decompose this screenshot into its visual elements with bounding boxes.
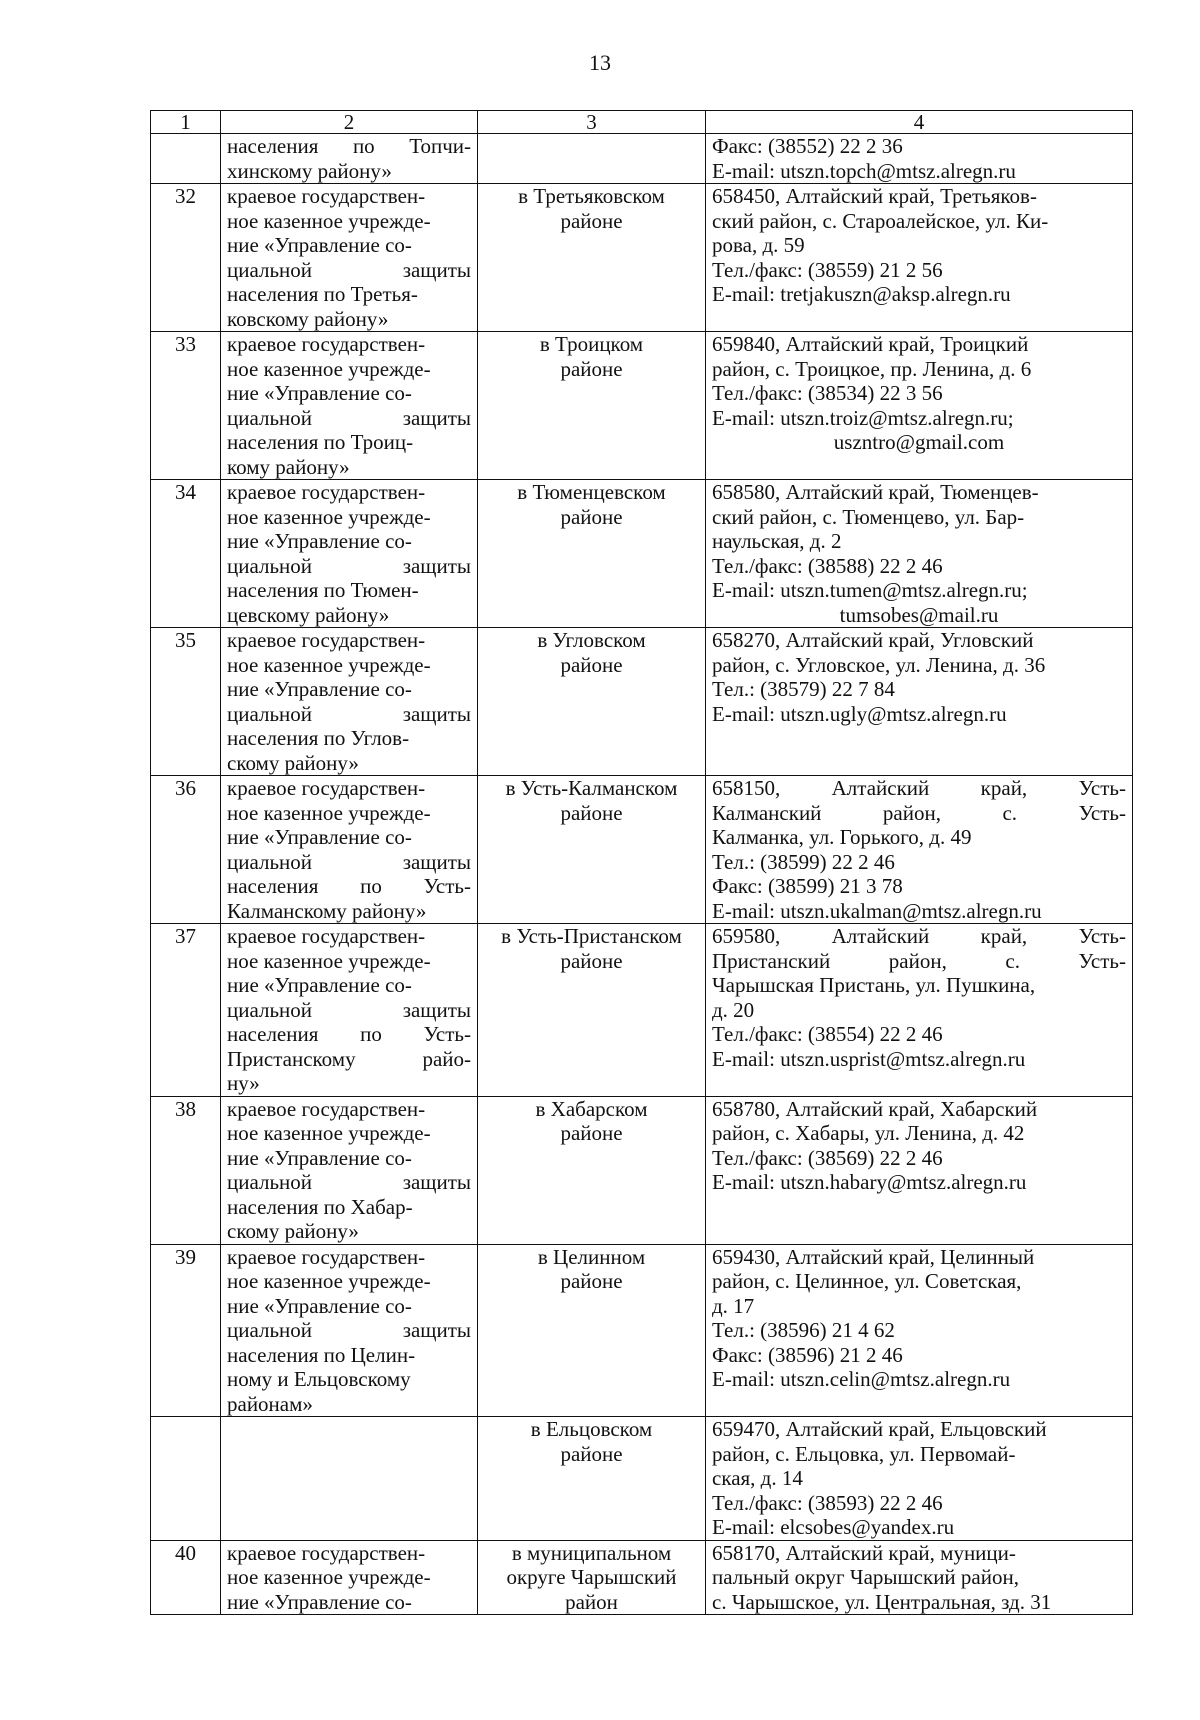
district-cell: [478, 134, 706, 184]
district-cell: [478, 480, 706, 628]
district-line: в Целинном: [537, 1244, 646, 1269]
organization-cell: [221, 924, 478, 1097]
word: Алтайский: [831, 776, 930, 800]
district-line: районе: [560, 504, 623, 529]
organization-cell: [221, 1540, 478, 1615]
org-line: [227, 1318, 471, 1343]
word: циальной: [227, 405, 313, 430]
address-line: E-mail: utszn.celin@mtsz.alregn.ru: [712, 1367, 1011, 1391]
address-line: Тел./факс: (38554) 22 2 46: [712, 1022, 943, 1046]
address-line: Калманка, ул. Горького, д. 49: [712, 825, 972, 849]
org-line: населения по Углов-: [227, 726, 410, 750]
table-row: [151, 134, 1133, 184]
address-line: ский район, с. Староалейское, ул. Ки-: [712, 208, 1049, 233]
address-line: д. 17: [712, 1293, 755, 1318]
table-row: [151, 924, 1133, 1097]
row-number: 34: [151, 480, 221, 628]
district-line: в Усть-Калманском: [505, 776, 678, 800]
word: с.: [1002, 800, 1018, 825]
organization-cell: [221, 628, 478, 776]
org-line: ние «Управление со-: [227, 1293, 412, 1318]
district-line: в Ельцовском: [530, 1417, 653, 1441]
word: населения: [227, 134, 319, 158]
header-col-1: 1: [151, 111, 221, 134]
address-cell: [706, 1417, 1133, 1541]
address-line: Факс: (38599) 21 3 78: [712, 874, 903, 898]
org-line: населения по Тюмен-: [227, 578, 419, 602]
org-line: краевое государствен-: [227, 776, 426, 800]
district-line: в Троицком: [539, 332, 644, 356]
district-line: в Третьяковском: [518, 184, 665, 208]
org-line: [227, 554, 471, 579]
address-line: 659470, Алтайский край, Ельцовский: [712, 1417, 1047, 1441]
address-line: E-mail: utszn.ukalman@mtsz.alregn.ru: [712, 898, 1042, 923]
table-row: [151, 1540, 1133, 1615]
word: населения: [227, 874, 319, 898]
word: Калманский: [712, 800, 822, 825]
word: защиты: [402, 405, 471, 430]
district-line: район: [565, 1589, 618, 1614]
row-number: 40: [151, 1540, 221, 1615]
org-line: населения по Целин-: [227, 1342, 416, 1367]
address-line: [712, 924, 1126, 949]
word: защиты: [402, 849, 471, 874]
org-line: ние «Управление со-: [227, 973, 412, 997]
address-line: рова, д. 59: [712, 233, 805, 257]
org-line: ное казенное учрежде-: [227, 1121, 431, 1145]
row-number: 33: [151, 332, 221, 480]
word: Усть-: [1078, 924, 1126, 948]
address-cell: [706, 628, 1133, 776]
org-line: ние «Управление со-: [227, 529, 412, 553]
word: защиты: [402, 1318, 471, 1342]
org-line: [227, 406, 471, 431]
address-line: Тел./факс: (38559) 21 2 56: [712, 257, 943, 282]
address-line: Факс: (38552) 22 2 36: [712, 134, 903, 158]
organization-cell: [221, 134, 478, 184]
district-line: районе: [560, 800, 623, 825]
address-cell: [706, 480, 1133, 628]
address-line: 658780, Алтайский край, Хабарский: [712, 1096, 1038, 1121]
org-line: ному и Ельцовскому: [227, 1367, 411, 1391]
org-line: скому району»: [227, 750, 359, 775]
address-line: район, с. Целинное, ул. Советская,: [712, 1269, 1022, 1293]
address-cell: [706, 1540, 1133, 1615]
word: циальной: [227, 849, 313, 874]
address-line: E-mail: utszn.habary@mtsz.alregn.ru: [712, 1170, 1027, 1194]
address-line: 659840, Алтайский край, Троицкий: [712, 332, 1029, 356]
org-line: краевое государствен-: [227, 1540, 426, 1565]
address-cell: [706, 924, 1133, 1097]
org-line: ное казенное учрежде-: [227, 800, 431, 825]
district-cell: [478, 332, 706, 480]
district-cell: [478, 1096, 706, 1244]
district-cell: [478, 184, 706, 332]
word: район,: [888, 948, 947, 973]
address-line: E-mail: utszn.tumen@mtsz.alregn.ru;: [712, 578, 1028, 602]
word: по: [360, 874, 382, 898]
district-line: в Угловском: [537, 628, 646, 652]
address-line: Тел./факс: (38593) 22 2 46: [712, 1490, 943, 1515]
org-line: краевое государствен-: [227, 924, 426, 948]
org-line: районам»: [227, 1391, 313, 1416]
word: 658150,: [712, 776, 781, 800]
table-row: [151, 1417, 1133, 1541]
org-line: ное казенное учрежде-: [227, 504, 431, 529]
district-line: в Усть-Пристанском: [501, 924, 682, 948]
address-line: Факс: (38596) 21 2 46: [712, 1342, 903, 1367]
org-line: населения по Хабар-: [227, 1194, 413, 1219]
word: населения: [227, 1022, 319, 1046]
organization-cell: [221, 184, 478, 332]
word: циальной: [227, 701, 313, 726]
org-line: краевое государствен-: [227, 1244, 426, 1269]
address-line: [712, 801, 1126, 826]
word: Пристанский: [712, 948, 831, 973]
address-line: район, с. Угловское, ул. Ленина, д. 36: [712, 652, 1046, 677]
word: циальной: [227, 1318, 313, 1342]
address-line: ская, д. 14: [712, 1466, 803, 1490]
org-line: [227, 1170, 471, 1195]
district-line: районе: [560, 1121, 623, 1145]
district-line: в Хабарском: [535, 1096, 648, 1121]
word: защиты: [402, 997, 471, 1022]
address-line: район, с. Ельцовка, ул. Первомай-: [712, 1441, 1016, 1466]
district-line: районе: [560, 652, 623, 677]
word: по: [360, 1022, 382, 1046]
address-line: ский район, с. Тюменцево, ул. Бар-: [712, 504, 1025, 529]
org-line: ное казенное учрежде-: [227, 1269, 431, 1293]
org-line: ние «Управление со-: [227, 1589, 412, 1614]
district-cell: [478, 1540, 706, 1615]
address-line: 658170, Алтайский край, муници-: [712, 1540, 1016, 1565]
word: район,: [882, 800, 941, 825]
table-row: [151, 184, 1133, 332]
org-line: ное казенное учрежде-: [227, 356, 431, 381]
word: циальной: [227, 553, 313, 578]
address-line: uszntro@gmail.com: [833, 430, 1005, 454]
org-line: Калманскому району»: [227, 898, 427, 923]
org-line: краевое государствен-: [227, 184, 426, 208]
address-line: [712, 949, 1126, 974]
org-line: ние «Управление со-: [227, 1145, 412, 1170]
table-row: [151, 332, 1133, 480]
organization-cell: [221, 480, 478, 628]
table-row: [151, 776, 1133, 924]
address-cell: [706, 1244, 1133, 1417]
word: Топчи-: [409, 134, 471, 158]
address-cell: [706, 1096, 1133, 1244]
address-line: 658580, Алтайский край, Тюменцев-: [712, 480, 1039, 504]
address-line: Чарышская Пристань, ул. Пушкина,: [712, 973, 1036, 997]
word: циальной: [227, 997, 313, 1022]
table-row: [151, 480, 1133, 628]
word: Пристанскому: [227, 1046, 356, 1071]
address-line: район, с. Троицкое, пр. Ленина, д. 6: [712, 356, 1032, 381]
word: край,: [980, 924, 1028, 948]
address-line: с. Чарышское, ул. Центральная, зд. 31: [712, 1589, 1052, 1614]
address-line: E-mail: utszn.usprist@mtsz.alregn.ru: [712, 1046, 1026, 1071]
district-line: районе: [560, 1441, 623, 1466]
organization-cell: [221, 332, 478, 480]
word: райо-: [422, 1046, 471, 1071]
org-line: краевое государствен-: [227, 1096, 426, 1121]
address-cell: [706, 776, 1133, 924]
district-line: районе: [560, 356, 623, 381]
org-line: хинскому району»: [227, 158, 392, 183]
org-line: населения по Третья-: [227, 282, 418, 306]
org-line: [227, 258, 471, 283]
org-line: населения по Троиц-: [227, 430, 414, 454]
address-line: [712, 776, 1126, 801]
header-col-4: 4: [706, 111, 1133, 134]
address-cell: [706, 134, 1133, 184]
word: Алтайский: [831, 924, 930, 948]
district-line: районе: [560, 208, 623, 233]
org-line: [227, 134, 471, 159]
address-line: 658270, Алтайский край, Угловский: [712, 628, 1034, 652]
org-line: [227, 702, 471, 727]
district-line: округе Чарышский: [506, 1565, 677, 1589]
org-line: ное казенное учрежде-: [227, 208, 431, 233]
address-cell: [706, 184, 1133, 332]
row-number: [151, 1417, 221, 1541]
district-cell: [478, 1244, 706, 1417]
org-line: [227, 998, 471, 1023]
org-line: ное казенное учрежде-: [227, 1565, 431, 1589]
org-line: краевое государствен-: [227, 480, 426, 504]
address-line: E-mail: tretjakuszn@aksp.alregn.ru: [712, 282, 1011, 306]
address-line: E-mail: utszn.troiz@mtsz.alregn.ru;: [712, 405, 1014, 430]
org-line: кому району»: [227, 454, 350, 479]
district-line: районе: [560, 1269, 623, 1293]
organization-cell: [221, 776, 478, 924]
word: защиты: [402, 553, 471, 578]
address-line: Тел./факс: (38534) 22 3 56: [712, 381, 943, 405]
org-line: ну»: [227, 1071, 260, 1095]
address-line: E-mail: utszn.topch@mtsz.alregn.ru: [712, 158, 1016, 183]
row-number: 39: [151, 1244, 221, 1417]
word: по: [352, 134, 375, 158]
word: Усть-: [1078, 948, 1126, 973]
row-number: 36: [151, 776, 221, 924]
address-line: E-mail: elcsobes@yandex.ru: [712, 1515, 955, 1539]
address-line: д. 20: [712, 997, 755, 1022]
word: Усть-: [423, 1022, 471, 1046]
org-line: ковскому району»: [227, 306, 389, 331]
address-line: tumsobes@mail.ru: [839, 602, 999, 627]
page-number: 13: [589, 50, 611, 75]
word: Усть-: [1078, 800, 1126, 825]
address-line: E-mail: utszn.ugly@mtsz.alregn.ru: [712, 701, 1007, 726]
word: циальной: [227, 257, 313, 282]
org-line: ное казенное учрежде-: [227, 652, 431, 677]
org-line: скому району»: [227, 1219, 359, 1243]
organization-cell: [221, 1417, 478, 1541]
district-cell: [478, 776, 706, 924]
org-line: цевскому району»: [227, 602, 390, 627]
address-line: наульская, д. 2: [712, 529, 842, 553]
org-line: ние «Управление со-: [227, 381, 412, 405]
address-line: Тел./факс: (38569) 22 2 46: [712, 1145, 943, 1170]
word: Усть-: [423, 874, 471, 898]
word: защиты: [402, 701, 471, 726]
organization-cell: [221, 1244, 478, 1417]
org-line: ние «Управление со-: [227, 233, 412, 257]
org-line: краевое государствен-: [227, 332, 426, 356]
org-line: [227, 850, 471, 875]
districts-table: [150, 110, 1133, 1615]
table-header-row: [151, 111, 1133, 134]
word: циальной: [227, 1170, 313, 1194]
address-line: Тел.: (38596) 21 4 62: [712, 1318, 895, 1342]
word: защиты: [402, 1170, 471, 1194]
row-number: 37: [151, 924, 221, 1097]
district-line: районе: [560, 948, 623, 973]
district-line: в Тюменцевском: [517, 480, 666, 504]
row-number: 32: [151, 184, 221, 332]
organization-cell: [221, 1096, 478, 1244]
word: Усть-: [1078, 776, 1126, 800]
district-cell: [478, 924, 706, 1097]
row-number: 35: [151, 628, 221, 776]
org-line: краевое государствен-: [227, 628, 426, 652]
table-row: [151, 1096, 1133, 1244]
address-line: 658450, Алтайский край, Третьяков-: [712, 184, 1037, 208]
org-line: [227, 874, 471, 899]
address-line: Тел.: (38579) 22 7 84: [712, 677, 895, 701]
address-line: пальный округ Чарышский район,: [712, 1565, 1019, 1589]
header-col-2: 2: [221, 111, 478, 134]
address-line: район, с. Хабары, ул. Ленина, д. 42: [712, 1121, 1025, 1145]
org-line: ние «Управление со-: [227, 677, 412, 701]
district-cell: [478, 628, 706, 776]
address-line: Тел./факс: (38588) 22 2 46: [712, 553, 943, 578]
org-line: ние «Управление со-: [227, 825, 412, 849]
table-row: [151, 1244, 1133, 1417]
address-line: 659430, Алтайский край, Целинный: [712, 1244, 1035, 1269]
table-row: [151, 628, 1133, 776]
word: с.: [1005, 948, 1020, 973]
word: 659580,: [712, 924, 781, 948]
address-cell: [706, 332, 1133, 480]
row-number: [151, 134, 221, 184]
org-line: ное казенное учрежде-: [227, 948, 431, 973]
word: защиты: [402, 257, 471, 282]
header-col-3: 3: [478, 111, 706, 134]
org-line: [227, 1022, 471, 1047]
district-cell: [478, 1417, 706, 1541]
district-line: в муниципальном: [511, 1540, 672, 1565]
org-line: [227, 1047, 471, 1072]
word: край,: [980, 776, 1028, 800]
row-number: 38: [151, 1096, 221, 1244]
address-line: Тел.: (38599) 22 2 46: [712, 849, 895, 874]
